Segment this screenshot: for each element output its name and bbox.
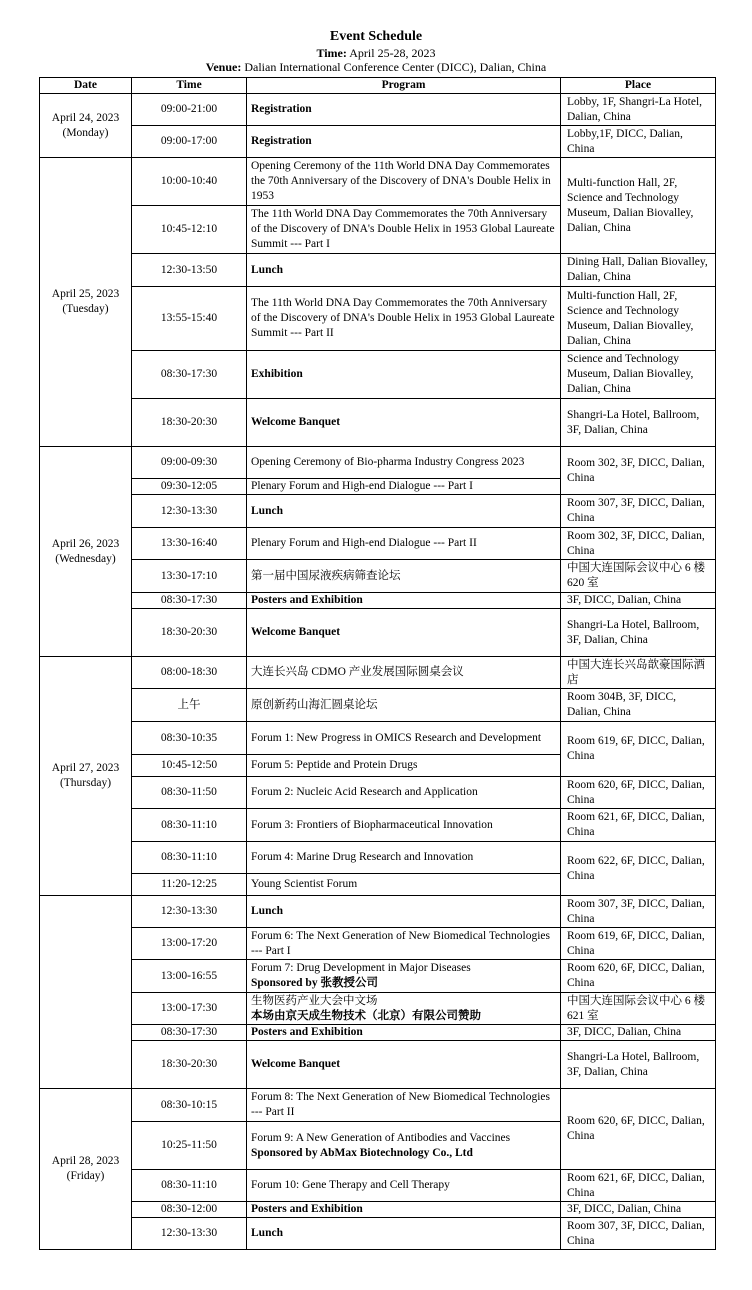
program-title: 第一届中国尿液疾病筛查论坛 [251, 569, 401, 582]
time-cell: 08:00-18:30 [132, 657, 247, 689]
time-cell: 13:00-16:55 [132, 960, 247, 993]
time-cell: 12:30-13:30 [132, 896, 247, 928]
time-cell: 09:30-12:05 [132, 479, 247, 495]
program-cell [247, 1170, 561, 1202]
time-cell: 13:55-15:40 [132, 287, 247, 351]
column-header-date: Date [40, 78, 132, 94]
program-title: Plenary Forum and High-end Dialogue --- Part II [251, 537, 477, 549]
place-cell: Shangri-La Hotel, Ballroom, 3F, Dalian, China [561, 399, 716, 447]
place-cell: Multi-function Hall, 2F, Science and Technology Museum, Dalian Biovalley, Dalian, China [561, 287, 716, 351]
time-cell: 上午 [132, 689, 247, 722]
program-cell [247, 657, 561, 689]
time-cell: 12:30-13:50 [132, 254, 247, 287]
program-title: Lunch [251, 263, 283, 276]
program-cell [247, 722, 561, 755]
venue-label: Venue: [205, 60, 242, 74]
table-row [40, 158, 716, 206]
program-cell [247, 399, 561, 447]
table-row [40, 399, 716, 447]
time-cell: 08:30-17:30 [132, 1025, 247, 1041]
table-row [40, 1170, 716, 1202]
table-row [40, 1218, 716, 1250]
venue-value: Dalian International Conference Center (DICC), Dalian, China [244, 60, 547, 74]
program-cell [247, 1089, 561, 1122]
program-cell [247, 351, 561, 399]
table-row [40, 528, 716, 560]
program-cell [247, 495, 561, 528]
table-row [40, 254, 716, 287]
table-row [40, 993, 716, 1025]
table-row [40, 609, 716, 657]
program-title: Welcome Banquet [251, 626, 341, 638]
column-header-place: Place [561, 78, 716, 94]
program-cell [247, 960, 561, 993]
time-cell: 18:30-20:30 [132, 399, 247, 447]
date-cell: April 28, 2023 (Friday) [40, 1089, 132, 1250]
program-cell [247, 593, 561, 609]
program-cell [247, 1122, 561, 1170]
program-cell [247, 447, 561, 479]
date-cell: April 25, 2023 (Tuesday) [40, 158, 132, 447]
program-cell [247, 928, 561, 960]
place-cell: Room 620, 6F, DICC, Dalian, China [561, 960, 716, 993]
place-cell: Room 620, 6F, DICC, Dalian, China [561, 777, 716, 809]
table-row [40, 1041, 716, 1089]
place-cell: 3F, DICC, Dalian, China [561, 593, 716, 609]
program-cell [247, 777, 561, 809]
table-row [40, 722, 716, 755]
program-cell [247, 287, 561, 351]
program-cell [247, 896, 561, 928]
place-cell: Room 307, 3F, DICC, Dalian, China [561, 1218, 716, 1250]
program-cell [247, 206, 561, 254]
time-cell: 08:30-10:15 [132, 1089, 247, 1122]
program-title: Posters and Exhibition [251, 1026, 363, 1038]
schedule-table [39, 77, 716, 1250]
table-row [40, 447, 716, 479]
place-cell: Dining Hall, Dalian Biovalley, Dalian, China [561, 254, 716, 287]
program-cell [247, 1202, 561, 1218]
program-title: Forum 10: Gene Therapy and Cell Therapy [251, 1179, 450, 1191]
program-title: Forum 8: The Next Generation of New Biomedical Technologies --- Part II [251, 1091, 550, 1118]
time-cell: 08:30-11:10 [132, 1170, 247, 1202]
program-title: The 11th World DNA Day Commemorates the 70th Anniversary of the Discovery of DNA's Double Helix in 1953 Global Laureate Summit --- Part I [251, 208, 555, 250]
program-title: Lunch [251, 905, 283, 917]
date-cell [40, 896, 132, 1089]
program-title: Forum 7: Drug Development in Major Diseases [251, 962, 471, 974]
time-cell: 13:30-16:40 [132, 528, 247, 560]
program-title: Exhibition [251, 368, 303, 380]
place-cell: 中国大连国际会议中心 6 楼 621 室 [561, 993, 716, 1025]
program-cell [247, 560, 561, 593]
program-title: 大连长兴岛 CDMO 产业发展国际圆桌会议 [251, 666, 464, 678]
column-header-program: Program [247, 78, 561, 94]
program-title: Plenary Forum and High-end Dialogue --- Part I [251, 480, 473, 492]
program-title: Opening Ceremony of the 11th World DNA Day Commemorates the 70th Anniversary of the Discovery of DNA's Double Helix in 1953 [251, 160, 551, 202]
time-cell: 12:30-13:30 [132, 1218, 247, 1250]
program-cell [247, 1025, 561, 1041]
place-cell: 中国大连长兴岛歆豪国际酒店 [561, 657, 716, 689]
table-row [40, 809, 716, 842]
place-cell: 中国大连国际会议中心 6 楼 620 室 [561, 560, 716, 593]
time-cell: 08:30-17:30 [132, 593, 247, 609]
venue-line [0, 60, 752, 74]
program-title: Forum 3: Frontiers of Biopharmaceutical Innovation [251, 818, 493, 831]
time-cell: 12:30-13:30 [132, 495, 247, 528]
time-cell: 13:30-17:10 [132, 560, 247, 593]
program-title: Posters and Exhibition [251, 1203, 363, 1215]
column-header-time: Time [132, 78, 247, 94]
program-title: Welcome Banquet [251, 416, 341, 428]
table-row [40, 94, 716, 126]
sponsor-line: Sponsored by 张教授公司 [251, 977, 378, 989]
table-row [40, 351, 716, 399]
place-cell: Lobby, 1F, Shangri-La Hotel, Dalian, China [561, 94, 716, 126]
place-cell: Shangri-La Hotel, Ballroom, 3F, Dalian, China [561, 1041, 716, 1089]
place-cell: Room 621, 6F, DICC, Dalian, China [561, 1170, 716, 1202]
program-title: Lunch [251, 504, 283, 517]
program-title: Forum 1: New Progress in OMICS Research and Development [251, 731, 542, 744]
place-cell: Room 620, 6F, DICC, Dalian, China [561, 1089, 716, 1170]
table-row [40, 1202, 716, 1218]
document-header [0, 28, 752, 74]
program-title: Forum 9: A New Generation of Antibodies and Vaccines [251, 1131, 511, 1144]
place-cell: 3F, DICC, Dalian, China [561, 1202, 716, 1218]
table-row [40, 842, 716, 874]
program-title: Forum 5: Peptide and Protein Drugs [251, 759, 418, 771]
place-cell: Lobby,1F, DICC, Dalian, China [561, 126, 716, 158]
table-row [40, 777, 716, 809]
time-cell: 08:30-17:30 [132, 351, 247, 399]
place-cell: Room 622, 6F, DICC, Dalian, China [561, 842, 716, 896]
program-cell [247, 479, 561, 495]
time-cell: 08:30-12:00 [132, 1202, 247, 1218]
program-title: Lunch [251, 1227, 283, 1239]
date-cell: April 26, 2023 (Wednesday) [40, 447, 132, 657]
time-cell: 18:30-20:30 [132, 1041, 247, 1089]
page-title: Event Schedule [329, 29, 423, 44]
date-cell: April 24, 2023 (Monday) [40, 94, 132, 158]
time-cell: 18:30-20:30 [132, 609, 247, 657]
table-row [40, 495, 716, 528]
time-cell: 13:00-17:30 [132, 993, 247, 1025]
time-cell: 08:30-11:10 [132, 842, 247, 874]
sponsor-line: Sponsored by AbMax Biotechnology Co., Ltd [251, 1146, 473, 1159]
place-cell: Room 307, 3F, DICC, Dalian, China [561, 495, 716, 528]
table-row [40, 1089, 716, 1122]
program-cell [247, 809, 561, 842]
program-cell [247, 842, 561, 874]
program-cell [247, 993, 561, 1025]
program-title: Welcome Banquet [251, 1058, 341, 1070]
time-cell: 11:20-12:25 [132, 874, 247, 896]
program-cell [247, 254, 561, 287]
program-title: Opening Ceremony of Bio-pharma Industry Congress 2023 [251, 456, 525, 468]
table-row [40, 689, 716, 722]
time-cell: 08:30-11:10 [132, 809, 247, 842]
program-cell [247, 1041, 561, 1089]
place-cell: Shangri-La Hotel, Ballroom, 3F, Dalian, China [561, 609, 716, 657]
program-title: Registration [251, 103, 312, 115]
time-cell: 08:30-10:35 [132, 722, 247, 755]
time-cell: 10:00-10:40 [132, 158, 247, 206]
program-title: 生物医药产业大会中文场 [251, 994, 378, 1007]
time-cell: 10:45-12:50 [132, 755, 247, 777]
date-cell: April 27, 2023 (Thursday) [40, 657, 132, 896]
table-row [40, 593, 716, 609]
time-cell: 09:00-17:00 [132, 126, 247, 158]
program-title: Registration [251, 135, 312, 147]
program-title: Forum 2: Nucleic Acid Research and Application [251, 786, 478, 798]
table-row [40, 560, 716, 593]
program-title: Forum 6: The Next Generation of New Biomedical Technologies --- Part I [251, 929, 550, 957]
program-title: 原创新药山海汇圆桌论坛 [251, 698, 378, 711]
table-row [40, 126, 716, 158]
time-cell: 13:00-17:20 [132, 928, 247, 960]
program-title: Posters and Exhibition [251, 594, 363, 606]
program-title: Forum 4: Marine Drug Research and Innovation [251, 851, 474, 863]
program-cell [247, 689, 561, 722]
time-value: April 25-28, 2023 [349, 46, 436, 60]
place-cell: Multi-function Hall, 2F, Science and Technology Museum, Dalian Biovalley, Dalian, China [561, 158, 716, 254]
schedule-body [40, 94, 716, 1250]
table-row [40, 287, 716, 351]
table-row [40, 896, 716, 928]
program-title: The 11th World DNA Day Commemorates the 70th Anniversary of the Discovery of DNA's Double Helix in 1953 Global Laureate Summit --- Part II [251, 297, 555, 339]
place-cell: Room 619, 6F, DICC, Dalian, China [561, 722, 716, 777]
program-cell [247, 126, 561, 158]
program-cell [247, 874, 561, 896]
place-cell: Room 619, 6F, DICC, Dalian, China [561, 928, 716, 960]
place-cell: Room 307, 3F, DICC, Dalian, China [561, 896, 716, 928]
sponsor-line: 本场由京天成生物技术（北京）有限公司赞助 [251, 1009, 481, 1022]
place-cell: Room 621, 6F, DICC, Dalian, China [561, 809, 716, 842]
table-row [40, 960, 716, 993]
program-cell [247, 1218, 561, 1250]
table-row [40, 928, 716, 960]
time-cell: 08:30-11:50 [132, 777, 247, 809]
program-cell [247, 609, 561, 657]
table-row [40, 657, 716, 689]
time-cell: 09:00-21:00 [132, 94, 247, 126]
time-cell: 10:45-12:10 [132, 206, 247, 254]
program-cell [247, 755, 561, 777]
place-cell: Room 302, 3F, DICC, Dalian, China [561, 528, 716, 560]
program-cell [247, 528, 561, 560]
table-row [40, 1025, 716, 1041]
place-cell: 3F, DICC, Dalian, China [561, 1025, 716, 1041]
table-header-row [40, 78, 716, 94]
time-label: Time: [316, 46, 347, 60]
time-cell: 10:25-11:50 [132, 1122, 247, 1170]
program-title: Young Scientist Forum [251, 878, 358, 890]
program-cell [247, 94, 561, 126]
place-cell: Science and Technology Museum, Dalian Biovalley, Dalian, China [561, 351, 716, 399]
place-cell: Room 302, 3F, DICC, Dalian, China [561, 447, 716, 495]
time-cell: 09:00-09:30 [132, 447, 247, 479]
place-cell: Room 304B, 3F, DICC, Dalian, China [561, 689, 716, 722]
program-cell [247, 158, 561, 206]
time-line [0, 46, 752, 60]
